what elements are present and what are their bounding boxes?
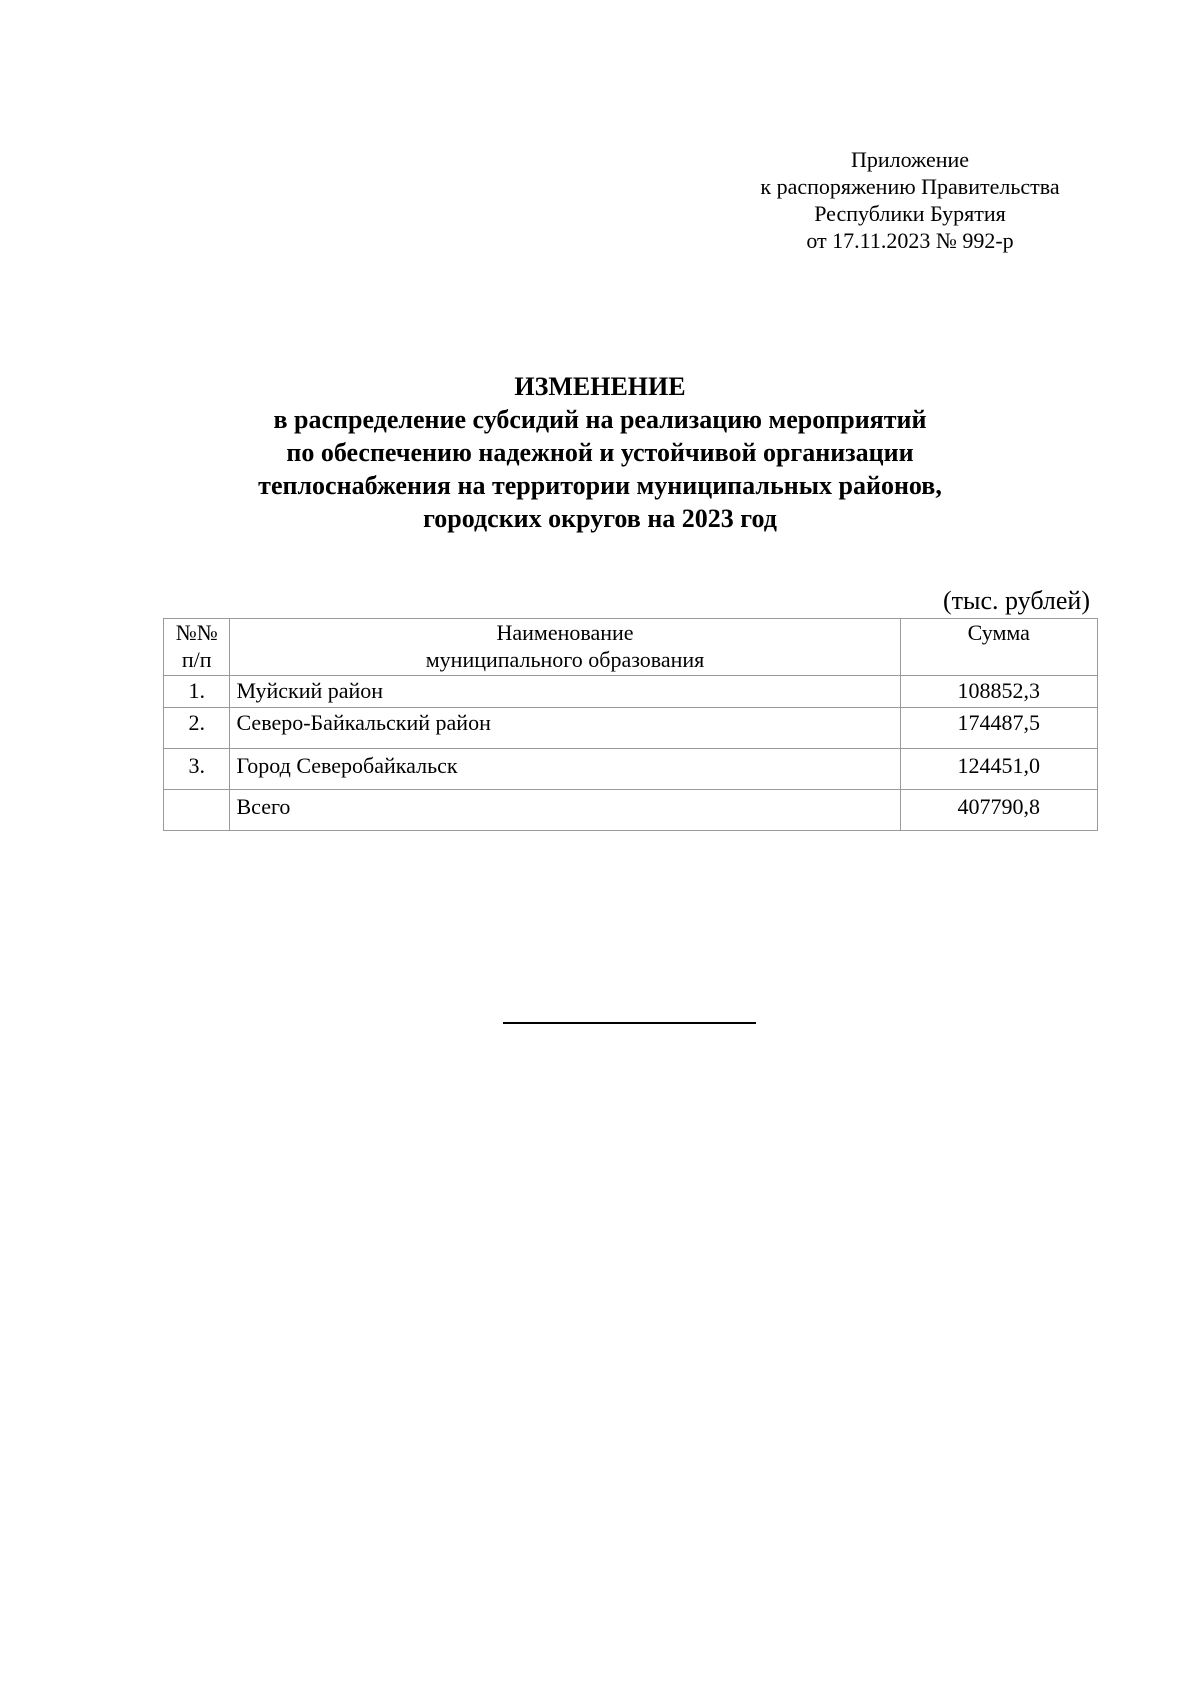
appendix-republic: Республики Бурятия xyxy=(814,201,1006,226)
row-number xyxy=(164,790,230,831)
row-number: 3. xyxy=(164,749,230,790)
row-number: 2. xyxy=(164,708,230,749)
table-row xyxy=(164,708,1098,749)
document-title xyxy=(150,370,1050,535)
appendix-date-number: от 17.11.2023 № 992-р xyxy=(806,228,1014,253)
title-line-2: по обеспечению надежной и устойчивой организации xyxy=(286,438,914,467)
row-sum: 174487,5 xyxy=(900,708,1097,749)
appendix-label: Приложение xyxy=(850,147,970,172)
table-header-row xyxy=(164,619,1098,676)
row-sum: 108852,3 xyxy=(900,676,1097,708)
row-name: Северо-Байкальский район xyxy=(230,708,900,749)
title-line-4: городских округов на 2023 год xyxy=(423,504,777,533)
appendix-block xyxy=(700,146,1120,254)
row-sum: 124451,0 xyxy=(900,749,1097,790)
units-label: (тыс. рублей) xyxy=(942,586,1090,615)
header-sum-label: Сумма xyxy=(967,620,1030,645)
header-number-line-2: п/п xyxy=(181,647,212,672)
appendix-reference: к распоряжению Правительства xyxy=(760,174,1060,199)
table-row xyxy=(164,676,1098,708)
subsidy-table xyxy=(163,618,1098,831)
row-number: 1. xyxy=(164,676,230,708)
header-name-line-1: Наименование xyxy=(496,620,634,645)
row-name: Город Северобайкальск xyxy=(230,749,900,790)
closing-divider xyxy=(503,1022,756,1024)
table-row xyxy=(164,749,1098,790)
title-line-3: теплоснабжения на территории муниципальных районов, xyxy=(258,471,942,500)
header-name-line-2: муниципального образования xyxy=(425,647,705,672)
row-sum: 407790,8 xyxy=(900,790,1097,831)
header-name xyxy=(230,619,900,676)
row-name: Всего xyxy=(230,790,900,831)
title-heading: ИЗМЕНЕНИЕ xyxy=(514,372,686,401)
table-total-row xyxy=(164,790,1098,831)
row-name: Муйский район xyxy=(230,676,900,708)
header-sum xyxy=(900,619,1097,676)
header-number xyxy=(164,619,230,676)
header-number-line-1: №№ xyxy=(175,620,218,645)
title-line-1: в распределение субсидий на реализацию мероприятий xyxy=(273,405,927,434)
